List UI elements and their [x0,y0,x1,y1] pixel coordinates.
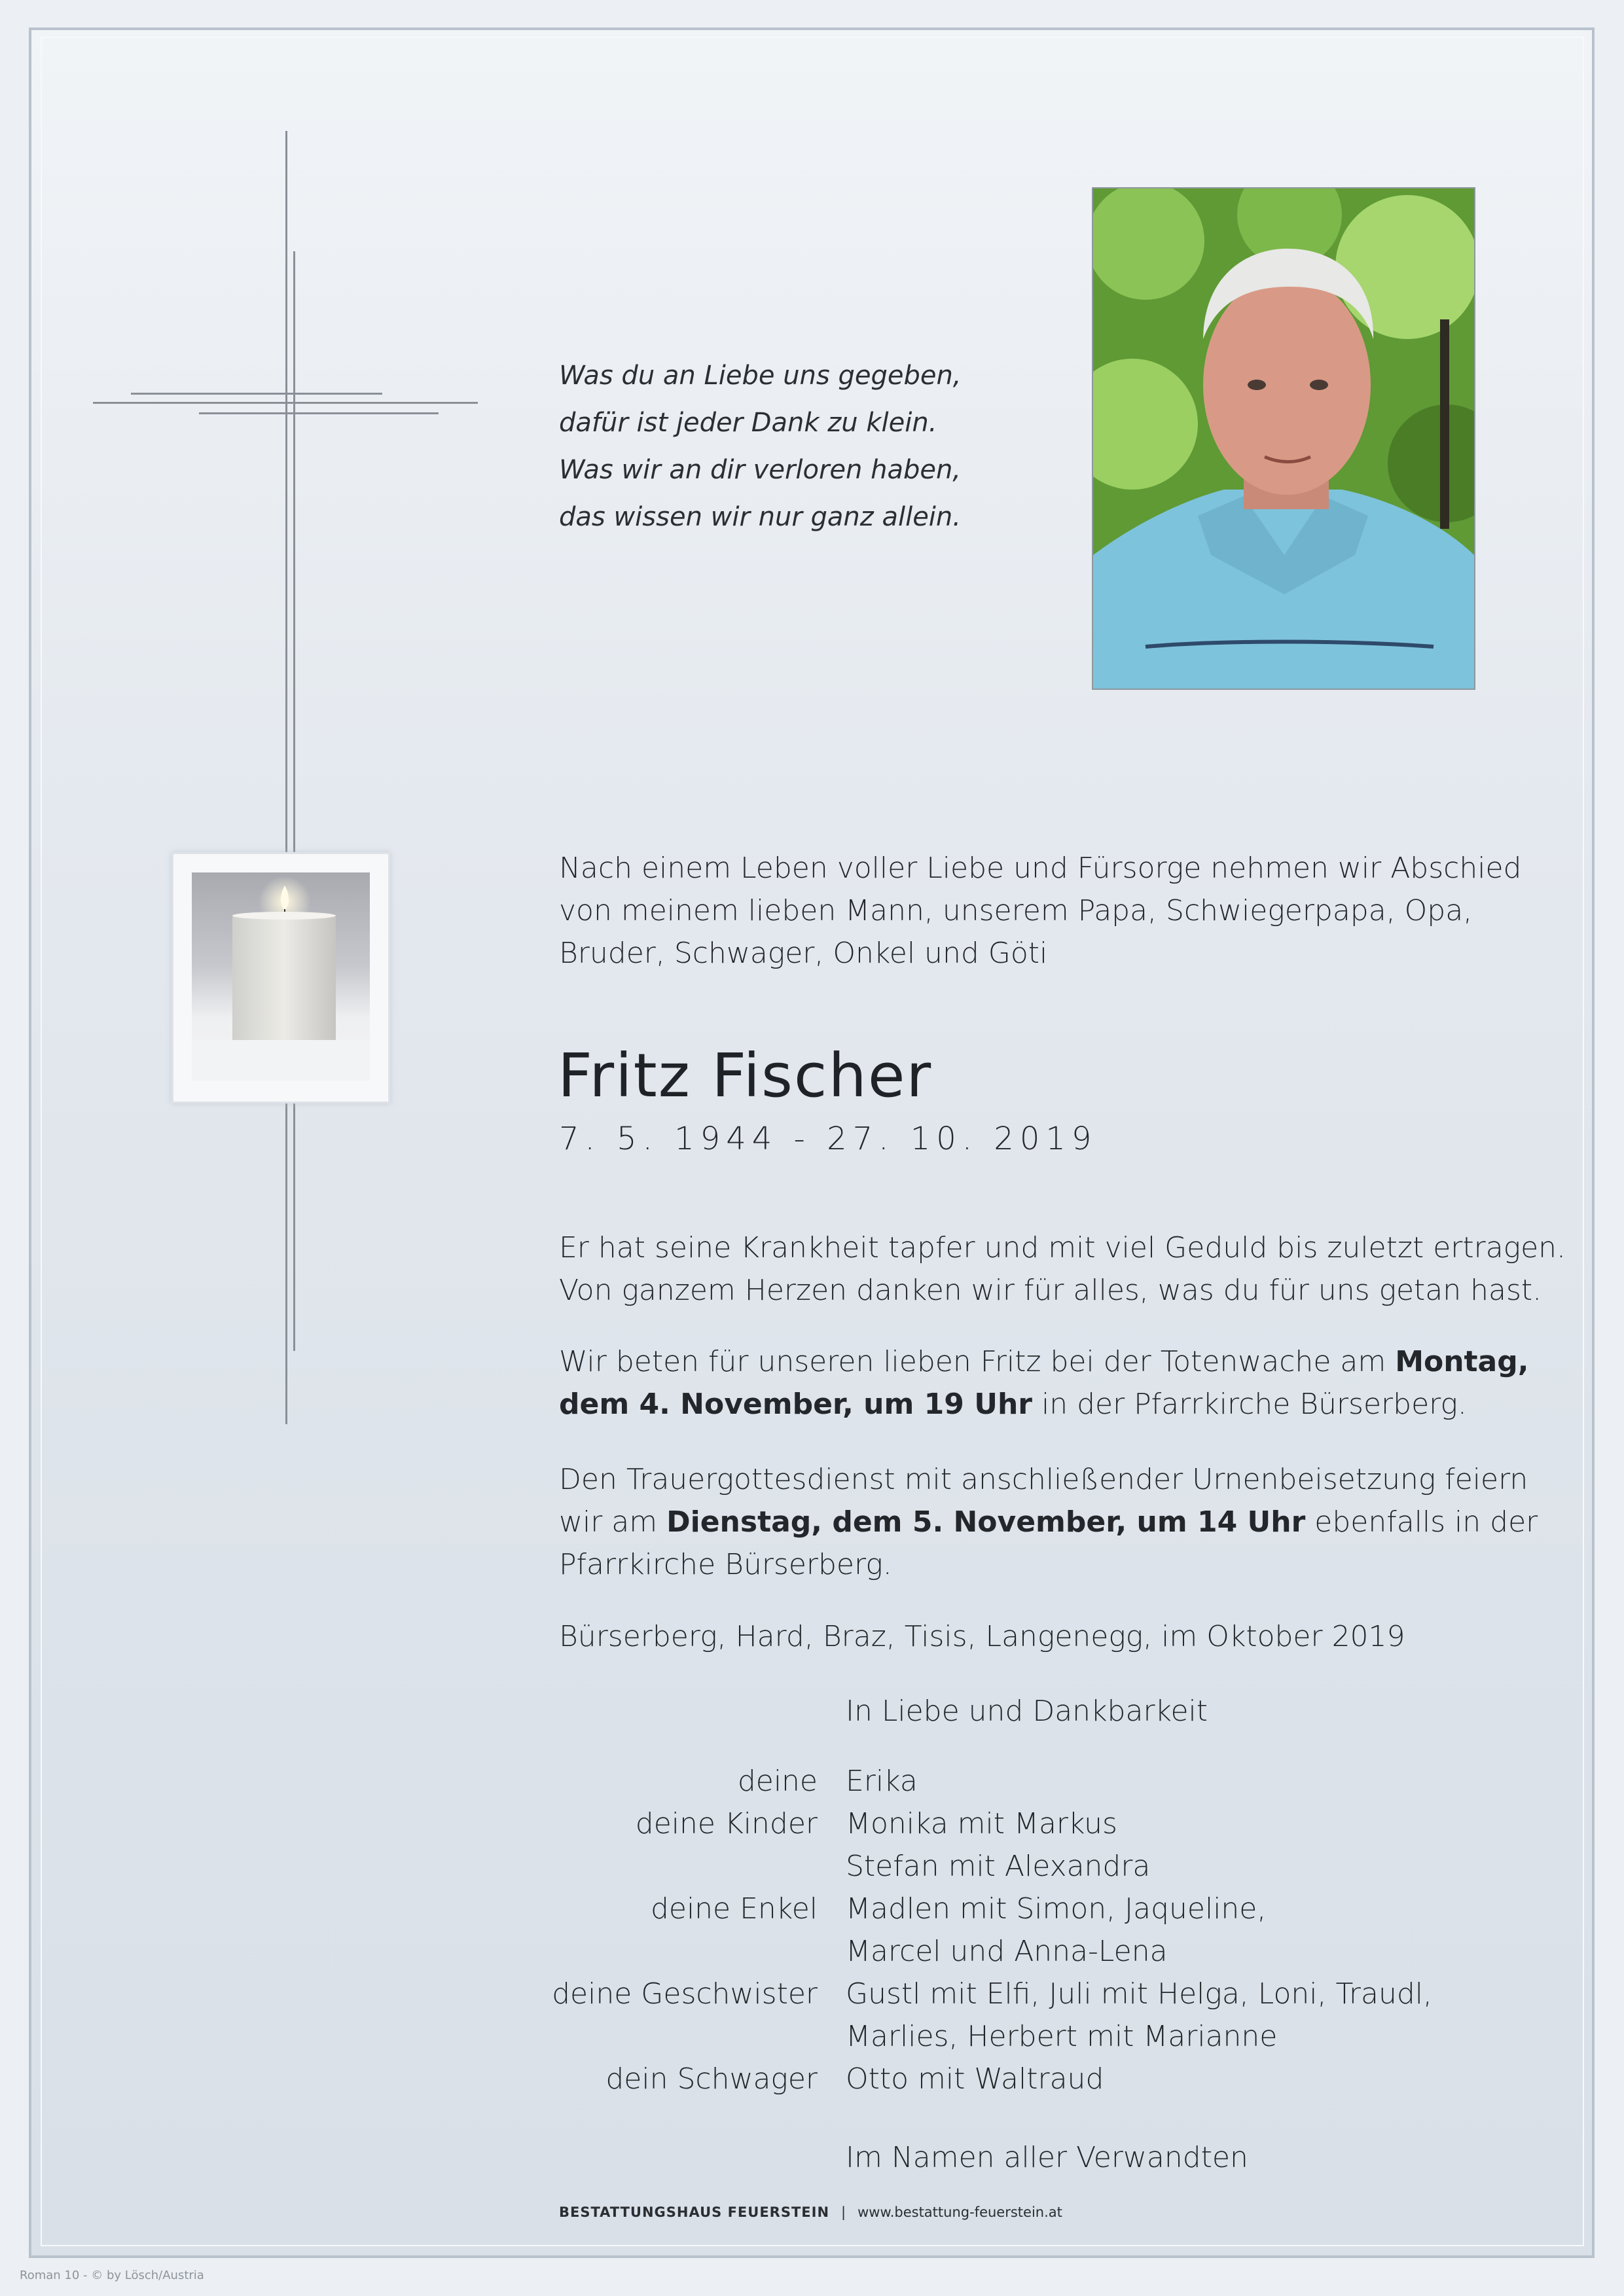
mourner-name: Otto mit Waltraud [846,2062,1104,2096]
intro-line: von meinem lieben Mann, unserem Papa, Schwiegerpapa, Opa, [559,894,1473,927]
footer-separator: | [841,2204,846,2220]
wake-date-time: dem 4. November, um 19 Uhr [559,1388,1032,1421]
wake-line-2 [559,1383,1528,1426]
mourner-name: Marlies, Herbert mit Marianne [846,2020,1278,2053]
wake-line-1 [559,1340,1528,1383]
poem [559,352,962,541]
service-paragraph [559,1458,1538,1586]
poem-line: das wissen wir nur ganz allein. [559,502,961,532]
mourner-name: Madlen mit Simon, Jaqueline, [846,1892,1267,1926]
candle-icon [192,872,370,1081]
wake-text: Wir beten für unseren lieben Fritz bei der Totenwache am [559,1345,1396,1378]
service-line-1: Den Trauergottesdienst mit anschließender Urnenbeisetzung feiern [559,1463,1528,1496]
relation-label: dein Schwager [605,2062,818,2096]
portrait-photo [1092,187,1475,690]
closing-line: In Liebe und Dankbarkeit [846,1695,1208,1728]
illness-line: Von ganzem Herzen danken wir für alles, was du für uns getan hast. [559,1274,1542,1307]
intro-line: Nach einem Leben voller Liebe und Fürsorge nehmen wir Abschied [559,852,1522,885]
candle-image [192,872,370,1081]
funeral-home-url[interactable]: www.bestattung-feuerstein.at [857,2204,1062,2220]
relation-label: deine [737,1765,818,1798]
service-text: ebenfalls in der [1305,1505,1538,1539]
service-date-time: Dienstag, dem 5. November, um 14 Uhr [666,1505,1306,1539]
relation-label: deine Kinder [635,1807,818,1840]
intro-paragraph [559,847,1521,975]
illness-line: Er hat seine Krankheit tapfer und mit viel Geduld bis zuletzt ertragen. [559,1231,1566,1265]
wake-location: in der Pfarrkirche Bürserberg. [1032,1388,1467,1421]
intro-line: Bruder, Schwager, Onkel und Göti [559,937,1048,970]
life-dates: 7. 5. 1944 - 27. 10. 2019 [559,1121,1098,1157]
place-date: Bürserberg, Hard, Braz, Tisis, Langenegg, im Oktober 2019 [559,1620,1405,1653]
illness-paragraph [559,1227,1566,1312]
service-line-2 [559,1501,1538,1543]
service-line-3: Pfarrkirche Bürserberg. [559,1548,892,1581]
mourner-name: Monika mit Markus [846,1807,1117,1840]
poem-line: dafür ist jeder Dank zu klein. [559,408,937,438]
candle-image-frame [171,852,390,1103]
mourner-name: Stefan mit Alexandra [846,1850,1151,1883]
relation-label: deine Enkel [650,1892,818,1926]
mourner-name: Marcel und Anna-Lena [846,1935,1168,1968]
signoff-line: Im Namen aller Verwandten [846,2141,1248,2174]
copyright-note: Roman 10 - © by Lösch/Austria [20,2269,204,2282]
service-text: wir am [559,1505,667,1539]
portrait-image [1093,188,1474,689]
funeral-home-name: BESTATTUNGSHAUS FEUERSTEIN [559,2204,830,2220]
wake-paragraph [559,1340,1528,1426]
deceased-name: Fritz Fischer [558,1041,933,1111]
relation-label: deine Geschwister [552,1977,818,2011]
footer [559,2204,1062,2220]
poem-line: Was du an Liebe uns gegeben, [559,361,962,391]
mourner-name: Erika [846,1765,918,1798]
wake-day: Montag, [1395,1345,1529,1378]
mourner-name: Gustl mit Elfi, Juli mit Helga, Loni, Traudl, [846,1977,1432,2011]
poem-line: Was wir an dir verloren haben, [559,455,962,485]
